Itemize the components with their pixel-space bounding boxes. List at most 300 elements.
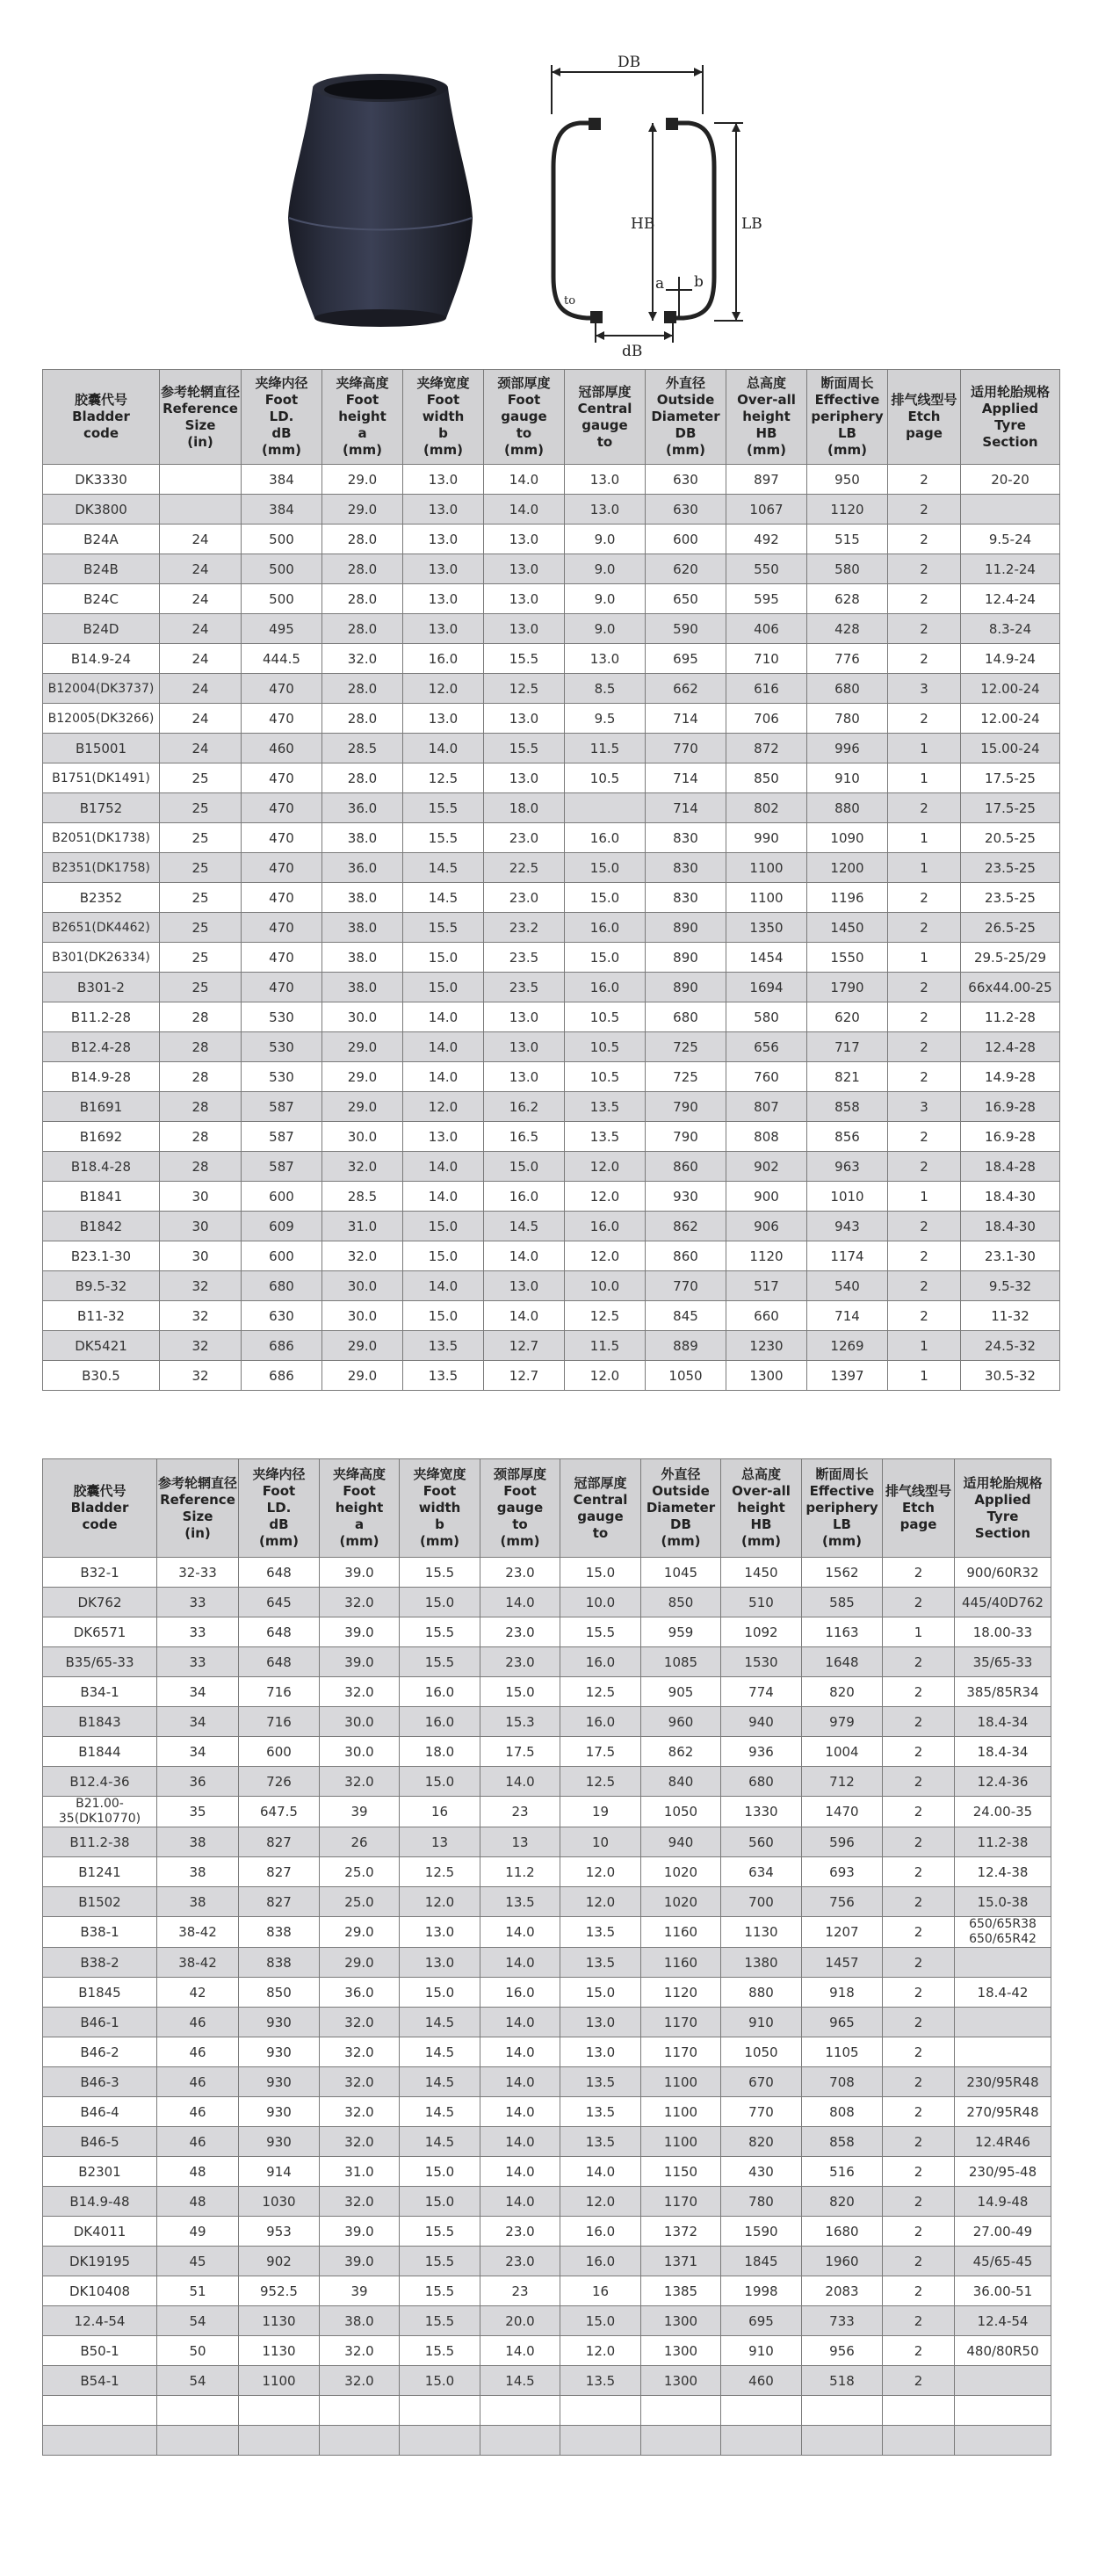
table-cell: 13.0 (484, 1032, 565, 1062)
table-cell: 38.0 (322, 973, 403, 1002)
table-cell: 48 (157, 2187, 239, 2217)
bladder-code-cell: B9.5-32 (43, 1271, 160, 1301)
table-cell: 1269 (807, 1331, 888, 1361)
table-cell: 8.5 (565, 674, 646, 704)
table-cell (955, 1948, 1051, 1978)
table-cell: 14.5 (400, 2067, 480, 2097)
table-cell: 840 (641, 1767, 721, 1797)
table-cell: 1067 (726, 495, 807, 525)
bladder-code-cell: DK5421 (43, 1331, 160, 1361)
table-cell: 28.0 (322, 525, 403, 554)
table-row (43, 704, 1060, 734)
table-cell: 2 (883, 2067, 955, 2097)
table-cell: 18.00-33 (955, 1617, 1051, 1647)
table-cell: 38.0 (322, 913, 403, 943)
table-cell: 2 (888, 704, 961, 734)
table-cell: 13.0 (484, 704, 565, 734)
table-cell: 780 (721, 2187, 802, 2217)
table-row (43, 1271, 1060, 1301)
table-row (43, 943, 1060, 973)
table-cell: 645 (239, 1588, 320, 1617)
table-cell: 580 (726, 1002, 807, 1032)
table-cell: 9.0 (565, 554, 646, 584)
table-cell: 2 (883, 1707, 955, 1737)
table-cell: 23.0 (480, 2247, 560, 2276)
diagram-label-db: DB (618, 54, 641, 71)
table-cell: 14.0 (480, 2067, 560, 2097)
table-cell: 12.0 (403, 674, 484, 704)
table-cell: 16.0 (560, 2217, 641, 2247)
table-cell: 28.0 (322, 614, 403, 644)
table-cell: 17.5 (480, 1737, 560, 1767)
table-cell: 46 (157, 2127, 239, 2157)
table-cell: 15.0 (560, 2306, 641, 2336)
table-cell: 830 (646, 853, 726, 883)
table-cell: 1590 (721, 2217, 802, 2247)
table-cell: 480/80R50 (955, 2336, 1051, 2366)
table-cell: 1100 (726, 883, 807, 913)
column-header (883, 1459, 955, 1558)
table-cell: 445/40D762 (955, 1588, 1051, 1617)
table-cell: 15.0 (400, 2366, 480, 2396)
table-cell: 10.0 (560, 1588, 641, 1617)
table-cell: 2 (883, 1588, 955, 1617)
table-cell: 32.0 (320, 1767, 400, 1797)
table-cell: 9.0 (565, 614, 646, 644)
table-row (43, 2217, 1051, 2247)
table-cell: 428 (807, 614, 888, 644)
table-cell: 953 (239, 2217, 320, 2247)
table-cell: 2 (883, 2306, 955, 2336)
column-header (480, 1459, 560, 1558)
table-cell: 1120 (807, 495, 888, 525)
table-cell: 1371 (641, 2247, 721, 2276)
table-cell: 28.0 (322, 763, 403, 793)
table-cell: 1090 (807, 823, 888, 853)
table-cell: 15.0 (403, 943, 484, 973)
table-cell: 17.5-25 (961, 793, 1060, 823)
table-cell: 34 (157, 1737, 239, 1767)
table-cell: 500 (242, 584, 322, 614)
table-cell: 630 (646, 465, 726, 495)
table-row (43, 495, 1060, 525)
column-header (157, 1459, 239, 1558)
table-cell: 1100 (641, 2097, 721, 2127)
table-cell: 15.3 (480, 1707, 560, 1737)
table-cell: 24 (160, 674, 242, 704)
column-header-zh: 夹绛高度 (332, 1466, 386, 1482)
column-header (239, 1459, 320, 1558)
table-cell (883, 2396, 955, 2426)
table-cell: 54 (157, 2306, 239, 2336)
table-cell: 890 (646, 913, 726, 943)
table-row (43, 1558, 1051, 1588)
bladder-code-cell: B38-1 (43, 1917, 157, 1948)
table-cell: 760 (726, 1062, 807, 1092)
table-cell: 620 (646, 554, 726, 584)
table-row (43, 1062, 1060, 1092)
table-cell: 808 (726, 1122, 807, 1152)
table-cell: 38.0 (322, 943, 403, 973)
table-cell: 1 (888, 1331, 961, 1361)
table-cell: 714 (646, 793, 726, 823)
table-cell: 1397 (807, 1361, 888, 1391)
table-cell: 2 (888, 554, 961, 584)
table-cell: 862 (646, 1212, 726, 1241)
table-cell: 29.0 (322, 1361, 403, 1391)
table-cell: 1300 (641, 2306, 721, 2336)
table-cell: 12.5 (560, 1767, 641, 1797)
table-cell: 30.0 (322, 1301, 403, 1331)
table-cell: 12.00-24 (961, 674, 1060, 704)
table-cell: 2 (888, 1241, 961, 1271)
table-cell: 16.9-28 (961, 1092, 1060, 1122)
table-cell: 500 (242, 554, 322, 584)
table-cell: 1530 (721, 1647, 802, 1677)
bladder-spec-table-1 (42, 369, 1060, 1391)
table-cell: 1 (888, 943, 961, 973)
table-cell: 28 (160, 1122, 242, 1152)
table-cell: 930 (239, 2127, 320, 2157)
table-cell: 956 (802, 2336, 883, 2366)
table-cell: 470 (242, 823, 322, 853)
diagram-label-to: to (564, 294, 576, 308)
table-cell: 495 (242, 614, 322, 644)
table-cell: 27.00-49 (955, 2217, 1051, 2247)
table-cell: 23 (480, 1797, 560, 1827)
table-cell: 1350 (726, 913, 807, 943)
table-cell: 1020 (641, 1887, 721, 1917)
table-cell: 960 (641, 1707, 721, 1737)
table-cell: 630 (646, 495, 726, 525)
table-cell: 12.4-54 (955, 2306, 1051, 2336)
bladder-spec-table-2 (42, 1458, 1051, 2456)
table-cell: 850 (726, 763, 807, 793)
table-cell: 13.5 (480, 1887, 560, 1917)
table-cell: 530 (242, 1002, 322, 1032)
table-cell: 1230 (726, 1331, 807, 1361)
table-cell: 1562 (802, 1558, 883, 1588)
table-cell: 2 (888, 644, 961, 674)
table-cell (480, 2396, 560, 2426)
bladder-code-cell: B23.1-30 (43, 1241, 160, 1271)
table-cell: 860 (646, 1241, 726, 1271)
table-row (43, 763, 1060, 793)
column-header (955, 1459, 1051, 1558)
table-cell: 940 (641, 1827, 721, 1857)
table-cell: 500 (242, 525, 322, 554)
table-cell: 890 (646, 943, 726, 973)
table-cell: 965 (802, 2008, 883, 2037)
column-header (320, 1459, 400, 1558)
table-cell: 35/65-33 (955, 1647, 1051, 1677)
table-cell: 10.5 (565, 763, 646, 793)
table-cell: 695 (721, 2306, 802, 2336)
table-cell: 1050 (641, 1797, 721, 1827)
table-cell (160, 465, 242, 495)
table-cell: 15.5 (400, 2336, 480, 2366)
table-cell: 850 (239, 1978, 320, 2008)
table-cell: 1998 (721, 2276, 802, 2306)
table-cell (802, 2426, 883, 2456)
table-cell: 32.0 (320, 2008, 400, 2037)
table-cell: 32.0 (320, 2037, 400, 2067)
table-cell: 15.5 (400, 2276, 480, 2306)
table-cell: 950 (807, 465, 888, 495)
table-cell: 39 (320, 1797, 400, 1827)
table-cell: 1160 (641, 1917, 721, 1948)
table-cell: 1300 (641, 2336, 721, 2366)
column-header-zh: 夹绛宽度 (416, 375, 470, 391)
table-cell: 630 (242, 1301, 322, 1331)
diagram-label-lb: LB (741, 215, 762, 233)
table-cell: 2 (883, 2247, 955, 2276)
table-cell: 670 (721, 2067, 802, 2097)
table-row (43, 1092, 1060, 1122)
table-cell (883, 2426, 955, 2456)
table-cell: 2 (888, 1122, 961, 1152)
table-cell: 2 (883, 2187, 955, 2217)
table-cell: 32 (160, 1301, 242, 1331)
table-cell: 959 (641, 1617, 721, 1647)
column-header-zh: 总高度 (740, 1466, 781, 1482)
table-cell: 1 (888, 1182, 961, 1212)
table-cell: 22.5 (484, 853, 565, 883)
table-cell: 32.0 (320, 1588, 400, 1617)
column-header-zh: 参考轮辋直径 (160, 383, 240, 400)
table-cell: 662 (646, 674, 726, 704)
table-row (43, 1361, 1060, 1391)
column-header-en: Foot LD. dB (mm) (262, 392, 301, 458)
table-cell: 470 (242, 943, 322, 973)
table-cell (157, 2426, 239, 2456)
table-cell: 906 (726, 1212, 807, 1241)
bladder-code-cell: B12.4-36 (43, 1767, 157, 1797)
table-cell: 850 (641, 1588, 721, 1617)
column-header-en: Applied Tyre Section (974, 1491, 1031, 1541)
table-cell: 32.0 (320, 2336, 400, 2366)
table-cell: 270/95R48 (955, 2097, 1051, 2127)
table-cell: 2 (888, 973, 961, 1002)
table-cell: 930 (646, 1182, 726, 1212)
table-row (43, 2336, 1051, 2366)
table-cell: 25 (160, 793, 242, 823)
table-cell: 2 (883, 1948, 955, 1978)
table-cell: 1385 (641, 2276, 721, 2306)
table-cell: 1680 (802, 2217, 883, 2247)
table-cell: 14.5 (400, 2127, 480, 2157)
table-cell: 24 (160, 734, 242, 763)
table-cell: 900 (726, 1182, 807, 1212)
table-cell: 902 (726, 1152, 807, 1182)
table-cell: 23.5 (484, 943, 565, 973)
bladder-photo (279, 70, 481, 334)
table-cell: 13.5 (560, 1948, 641, 1978)
table-cell: 46 (157, 2067, 239, 2097)
table-cell: 889 (646, 1331, 726, 1361)
table-cell: 15.0 (480, 1677, 560, 1707)
table-cell: 600 (239, 1737, 320, 1767)
table-cell: 33 (157, 1588, 239, 1617)
table-cell: 32.0 (320, 1677, 400, 1707)
column-header-en: Bladder code (70, 1500, 129, 1532)
diagram-label-b: b (694, 273, 704, 291)
table-cell: 15.0 (560, 1978, 641, 2008)
table-cell: 14.0 (480, 2037, 560, 2067)
column-header-en: Central gauge to (573, 1491, 628, 1541)
table-cell: 12.0 (565, 1241, 646, 1271)
table-cell: 24 (160, 584, 242, 614)
table-cell: 470 (242, 763, 322, 793)
table-cell: 716 (239, 1707, 320, 1737)
table-cell: 708 (802, 2067, 883, 2097)
table-cell: 13.0 (484, 525, 565, 554)
table-cell: 39 (320, 2276, 400, 2306)
table-cell: 16 (560, 2276, 641, 2306)
table-cell: 862 (641, 1737, 721, 1767)
column-header-zh: 夹绛内径 (252, 1466, 306, 1482)
column-header-en: Etch page (899, 1500, 937, 1532)
table-cell: 15.0 (560, 1558, 641, 1588)
table-cell: 36.0 (322, 793, 403, 823)
table-cell: 32.0 (320, 2187, 400, 2217)
table-cell (961, 495, 1060, 525)
table-cell: 647.5 (239, 1797, 320, 1827)
table-cell: 15.5 (403, 913, 484, 943)
diagram-label-a: a (655, 275, 665, 293)
table-cell: 460 (242, 734, 322, 763)
table-cell: 14.0 (484, 495, 565, 525)
table-cell: 13.0 (403, 465, 484, 495)
table-cell: 580 (807, 554, 888, 584)
table-cell: 28.0 (322, 704, 403, 734)
table-cell: 13 (480, 1827, 560, 1857)
table-cell: 9.0 (565, 584, 646, 614)
table-cell: 13.0 (403, 495, 484, 525)
table-cell: 15.0-38 (955, 1887, 1051, 1917)
table-cell: 16.0 (484, 1182, 565, 1212)
table-cell: 39.0 (320, 2217, 400, 2247)
table-cell: 15.5 (400, 1558, 480, 1588)
table-cell: 15.0 (403, 1301, 484, 1331)
table-cell: 1100 (641, 2127, 721, 2157)
table-cell: 38-42 (157, 1948, 239, 1978)
table-cell: 13.0 (565, 465, 646, 495)
table-cell: 12.0 (560, 1887, 641, 1917)
table-cell: 25 (160, 913, 242, 943)
table-cell: 686 (242, 1361, 322, 1391)
table-cell: 13.0 (403, 525, 484, 554)
table-cell: 820 (721, 2127, 802, 2157)
table-cell: 13.0 (484, 1062, 565, 1092)
table-cell: 910 (721, 2008, 802, 2037)
table-cell: 712 (802, 1767, 883, 1797)
bladder-code-cell: B46-1 (43, 2008, 157, 2037)
table-cell: 2 (888, 883, 961, 913)
table-cell: 2 (888, 495, 961, 525)
column-header (160, 370, 242, 465)
table-cell: 13.0 (565, 644, 646, 674)
table-cell: 880 (721, 1978, 802, 2008)
table-cell: 406 (726, 614, 807, 644)
bladder-code-cell: B35/65-33 (43, 1647, 157, 1677)
table-cell: 12.0 (560, 2187, 641, 2217)
table-cell: 2 (883, 2127, 955, 2157)
column-header (560, 1459, 641, 1558)
table-cell: 13.5 (560, 2097, 641, 2127)
table-cell: 2 (888, 1301, 961, 1331)
table-cell: 14.5 (403, 883, 484, 913)
table-cell: 25 (160, 973, 242, 1002)
bladder-code-cell: B1692 (43, 1122, 160, 1152)
table-cell: 905 (641, 1677, 721, 1707)
table-cell: 15.0 (403, 1212, 484, 1241)
bladder-code-cell: B14.9-48 (43, 2187, 157, 2217)
table-cell: 686 (242, 1331, 322, 1361)
table-cell (400, 2426, 480, 2456)
table-cell: 18.0 (400, 1737, 480, 1767)
column-header (43, 1459, 157, 1558)
table-cell: 14.0 (484, 1301, 565, 1331)
table-cell: 16.0 (560, 2247, 641, 2276)
table-cell: 14.0 (480, 2097, 560, 2127)
table-cell: 16.2 (484, 1092, 565, 1122)
table-row (43, 1032, 1060, 1062)
table-cell: 31.0 (320, 2157, 400, 2187)
table-cell: 15.00-24 (961, 734, 1060, 763)
bladder-code-cell: B2351(DK1758) (43, 853, 160, 883)
table-cell: 38-42 (157, 1917, 239, 1948)
table-cell: 460 (721, 2366, 802, 2396)
table-cell: 30.0 (322, 1122, 403, 1152)
table-cell: 12.0 (565, 1361, 646, 1391)
table-cell: 517 (726, 1271, 807, 1301)
table-cell: 910 (807, 763, 888, 793)
table-cell: 858 (802, 2127, 883, 2157)
bladder-code-cell: B1844 (43, 1737, 157, 1767)
table-cell: 12.0 (565, 1152, 646, 1182)
bladder-code-cell: B1241 (43, 1857, 157, 1887)
table-row (43, 2426, 1051, 2456)
table-cell: 996 (807, 734, 888, 763)
table-cell: 16.0 (400, 1677, 480, 1707)
table-cell: 16.0 (565, 973, 646, 1002)
table-cell: 596 (802, 1827, 883, 1857)
table-cell: 1050 (721, 2037, 802, 2067)
table-cell: 470 (242, 674, 322, 704)
table-cell: 13.5 (560, 1917, 641, 1948)
table-cell: 15.0 (400, 1978, 480, 2008)
bladder-code-cell: B2051(DK1738) (43, 823, 160, 853)
table-cell: 16 (400, 1797, 480, 1827)
table-row (43, 793, 1060, 823)
table-cell: 14.5 (403, 853, 484, 883)
table-cell (955, 2396, 1051, 2426)
bladder-code-cell: B46-4 (43, 2097, 157, 2127)
table-cell: 13.0 (565, 495, 646, 525)
table-cell (641, 2426, 721, 2456)
column-header (726, 370, 807, 465)
table-cell: 32.0 (320, 2127, 400, 2157)
table-cell: 36.00-51 (955, 2276, 1051, 2306)
table-cell: 1845 (721, 2247, 802, 2276)
table-cell: 516 (802, 2157, 883, 2187)
table-cell: 518 (802, 2366, 883, 2396)
table-row (43, 2157, 1051, 2187)
table-cell: 2 (883, 1737, 955, 1767)
table-cell: 28.0 (322, 554, 403, 584)
table-row (43, 1241, 1060, 1271)
